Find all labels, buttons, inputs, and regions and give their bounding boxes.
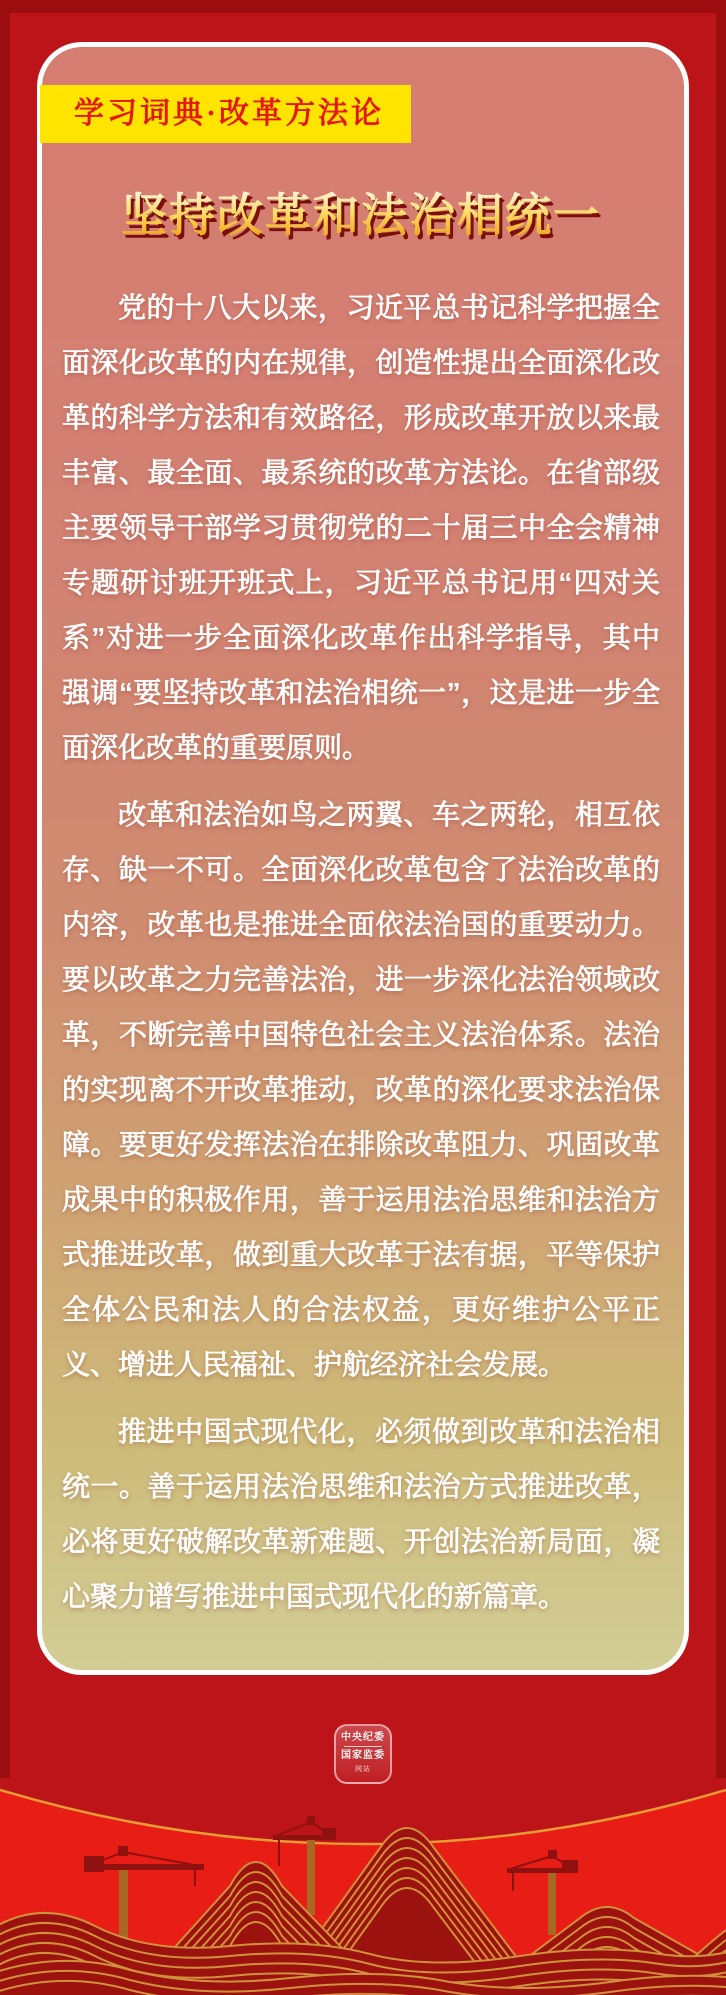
seal-org-line-1: 中央纪委 [341, 1732, 385, 1743]
category-tag-label: 学习词典·改革方法论 [74, 97, 385, 130]
content-card [37, 42, 689, 1675]
paragraph-2: 改革和法治如鸟之两翼、车之两轮，相互依存、缺一不可。全面深化改革包含了法治改革的内容，改革也是推进全面依法治国的重要动力。要以改革之力完善法治，进一步深化法治领域改革，不断完善中国特色社会主义法治体系。法治的实现离不开改革推动，改革的深化要求法治保障。要更好发挥法治在排除改革阻力、巩固改革成果中的积极作用，善于运用法治思维和法治方式推进改革，做到重大改革于法有据，平等保护全体公民和法人的合法权益，更好维护公平正义、增进人民福祉、护航经济社会发展。 [62, 799, 660, 1380]
paragraph-3: 推进中国式现代化，必须做到改革和法治相统一。善于运用法治思维和法治方式推进改革，必将更好破解改革新难题、开创法治新局面，凝心聚力谱写推进中国式现代化的新篇章。 [62, 1416, 660, 1612]
crane-icon [507, 1850, 578, 1935]
seal-site-label: 网站 [355, 1765, 371, 1773]
page-title [62, 190, 660, 242]
seal-org-line-2: 国家监委 [341, 1750, 385, 1761]
page-title-text: 坚持改革和法治相统一 [121, 190, 601, 241]
seal-logo [334, 1724, 392, 1784]
footer-decoration [0, 1778, 726, 1995]
seal-divider [344, 1746, 382, 1747]
paragraph-1: 党的十八大以来，习近平总书记科学把握全面深化改革的内在规律，创造性提出全面深化改革的科学方法和有效路径，形成改革开放以来最丰富、最全面、最系统的改革方法论。在省部级主要领导干部学习贯彻党的二十届三中全会精神专题研讨班开班式上，习近平总书记用“四对关系”对进一步全面深化改革作出科学指导，其中强调“要坚持改革和法治相统一”，这是进一步全面深化改革的重要原则。 [62, 292, 660, 763]
mountain-waves-icon [0, 1778, 726, 1995]
category-tag [40, 85, 411, 143]
article [62, 280, 660, 1624]
